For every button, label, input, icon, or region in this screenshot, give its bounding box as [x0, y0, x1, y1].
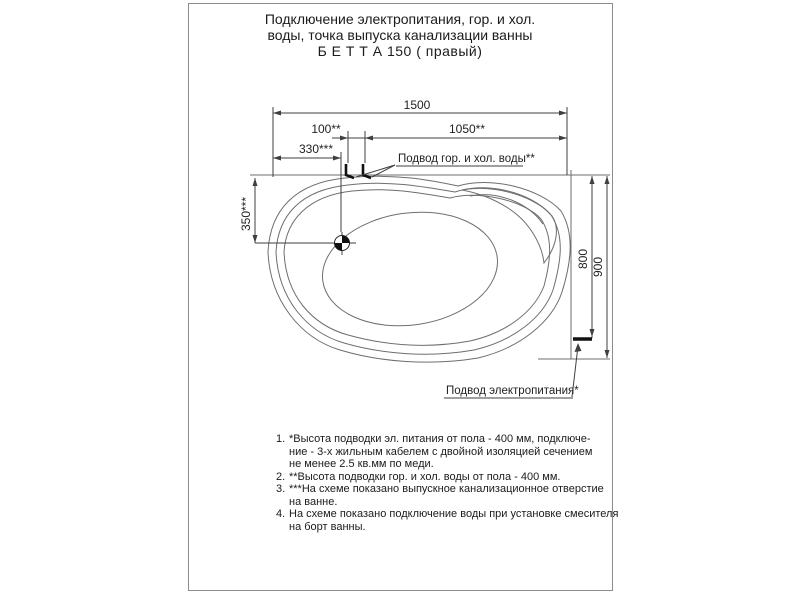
dim-350-value: 350*** — [239, 196, 253, 232]
notes-block — [276, 433, 621, 533]
dim-1500 — [273, 98, 567, 116]
dim-900-value: 900 — [591, 256, 605, 278]
dim-330 — [273, 142, 341, 161]
title-line-2: воды, точка выпуска канализации ванны — [267, 27, 533, 43]
tub-bowl — [315, 201, 505, 336]
dim-800-value: 800 — [576, 248, 590, 270]
title-line-1: Подключение электропитания, гор. и хол. — [264, 11, 536, 27]
note-1: 1. *Высота подводки эл. питания от пола - 400 мм, подключе- ние - 3-х жильным кабелем с двойной изоляцией сечением не менее 2.5 кв.мм по меди. — [276, 433, 593, 470]
bathtub-outline — [268, 176, 570, 362]
dim-100-value: 100** — [311, 122, 341, 136]
dim-100-1050 — [311, 122, 567, 141]
title-line-3: Б Е Т Т А 150 ( правый) — [317, 43, 483, 59]
drain-symbol — [335, 236, 350, 251]
power-supply-label: Подвод электропитания* — [446, 385, 579, 397]
dim-1050-value: 1050** — [448, 122, 486, 136]
water-supply-callout — [356, 153, 535, 177]
water-supply-label: Подвод гор. и хол. воды** — [398, 153, 535, 165]
note-4: 4. На схеме показано подключение воды при установке смесителя на борт ванны. — [276, 508, 619, 533]
dim-350 — [239, 178, 258, 243]
note-2: 2. **Высота подводки гор. и хол. воды от пола - 400 мм. — [276, 470, 561, 483]
dim-330-value: 330*** — [298, 142, 334, 156]
dim-1500-value: 1500 — [403, 98, 431, 112]
note-3: 3. ***На схеме показано выпускное канализационное отверстие на ванне. — [276, 483, 604, 508]
